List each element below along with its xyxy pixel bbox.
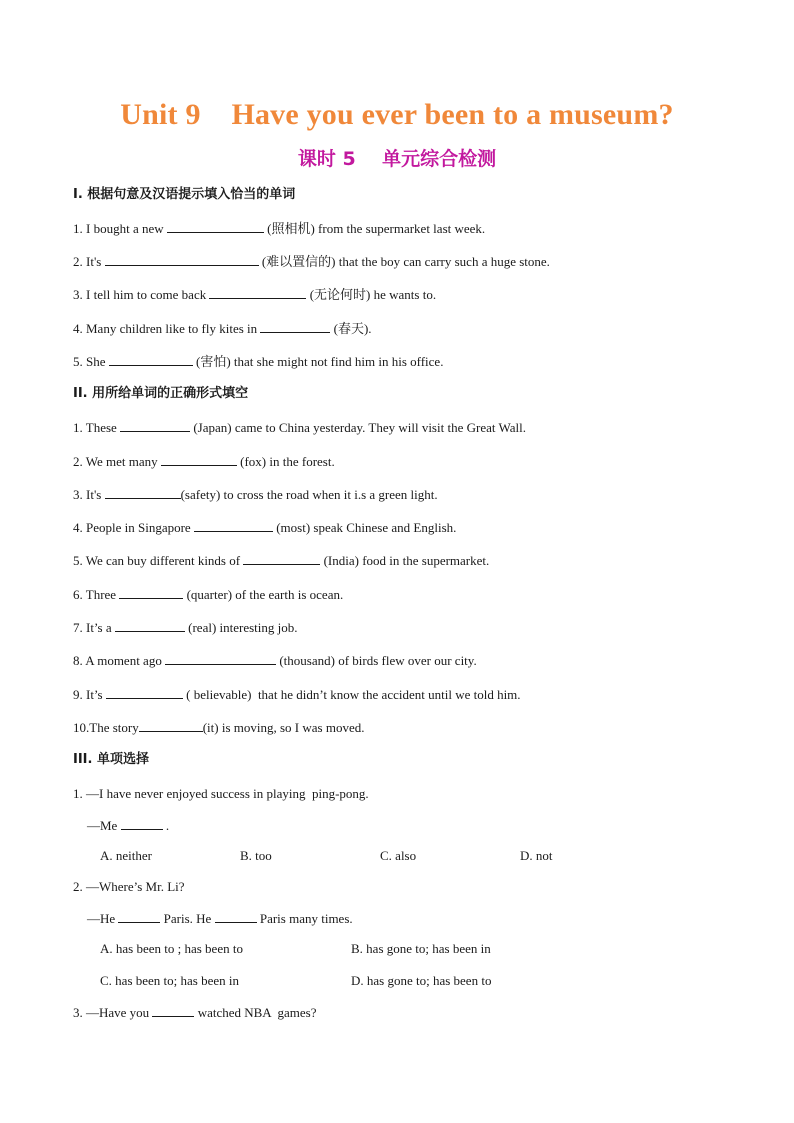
answer-blank[interactable] — [105, 486, 181, 499]
s2-q8: 8. A moment ago (thousand) of birds flew over our city. — [73, 653, 477, 668]
answer-blank[interactable] — [165, 652, 276, 665]
answer-blank[interactable] — [167, 220, 264, 233]
answer-blank[interactable] — [209, 286, 306, 299]
s1-q3: 3. I tell him to come back (无论何时) he wants to. — [73, 287, 437, 302]
s2-q3: 3. It's (safety) to cross the road when it i.s a green light. — [73, 487, 438, 502]
s2-q6: 6. Three (quarter) of the earth is ocean. — [73, 587, 344, 602]
answer-blank[interactable] — [109, 353, 193, 366]
answer-blank[interactable] — [215, 910, 257, 923]
s2-q10: 10.The story (it) is moving, so I was moved. — [73, 720, 365, 735]
answer-blank[interactable] — [194, 519, 273, 532]
s2-q2: 2. We met many (fox) in the forest. — [73, 454, 335, 469]
answer-blank[interactable] — [139, 719, 203, 732]
s2-q4: 4. People in Singapore (most) speak Chinese and English. — [73, 520, 457, 535]
s1-q5: 5. She (害怕) that she might not find him in his office. — [73, 354, 444, 369]
s3-q3-prompt: 3. —Have you watched NBA games? — [73, 1005, 317, 1020]
section-2-heading: II. 用所给单词的正确形式填空 — [73, 386, 249, 401]
answer-blank[interactable] — [260, 320, 330, 333]
answer-blank[interactable] — [243, 552, 320, 565]
s2-q9: 9. It’s ( believable) that he didn’t know the accident until we told him. — [73, 687, 521, 702]
s2-q5: 5. We can buy different kinds of (India) food in the supermarket. — [73, 553, 490, 568]
s3-q2-option-c[interactable]: C. has been to; has been in — [100, 973, 239, 988]
s3-q2-option-b[interactable]: B. has gone to; has been in — [351, 941, 491, 956]
page-subtitle: 课时 5 单元综合检测 — [297, 148, 497, 170]
s3-q1-option-d[interactable]: D. not — [520, 848, 553, 863]
s3-q1-prompt: 1. —I have never enjoyed success in playing ping-pong. — [73, 786, 369, 801]
s1-q4: 4. Many children like to fly kites in (春天). — [73, 321, 372, 336]
s2-q7: 7. It’s a (real) interesting job. — [73, 620, 298, 635]
s3-q1-option-b[interactable]: B. too — [240, 848, 272, 863]
s3-q2-reply: —He Paris. He Paris many times. — [87, 911, 353, 926]
answer-blank[interactable] — [152, 1004, 194, 1017]
answer-blank[interactable] — [119, 586, 183, 599]
answer-blank[interactable] — [121, 817, 163, 830]
answer-blank[interactable] — [105, 253, 259, 266]
s2-q1: 1. These (Japan) came to China yesterday. They will visit the Great Wall. — [73, 420, 526, 435]
answer-blank[interactable] — [120, 419, 190, 432]
s1-q2: 2. It's (难以置信的) that the boy can carry such a huge stone. — [73, 254, 550, 269]
section-1-heading: I. 根据句意及汉语提示填入恰当的单词 — [73, 187, 296, 202]
s3-q2-option-a[interactable]: A. has been to ; has been to — [100, 941, 243, 956]
s3-q2-option-d[interactable]: D. has gone to; has been to — [351, 973, 492, 988]
page-title: Unit 9 Have you ever been to a museum? — [120, 98, 674, 131]
answer-blank[interactable] — [118, 910, 160, 923]
answer-blank[interactable] — [115, 619, 185, 632]
answer-blank[interactable] — [106, 686, 183, 699]
s3-q1-reply: —Me . — [87, 818, 170, 833]
s3-q1-option-a[interactable]: A. neither — [100, 848, 152, 863]
s3-q2-prompt: 2. —Where’s Mr. Li? — [73, 879, 185, 894]
answer-blank[interactable] — [161, 453, 237, 466]
s1-q1: 1. I bought a new (照相机) from the supermarket last week. — [73, 221, 486, 236]
section-3-heading: III. 单项选择 — [73, 752, 149, 767]
s3-q1-option-c[interactable]: C. also — [380, 848, 417, 863]
